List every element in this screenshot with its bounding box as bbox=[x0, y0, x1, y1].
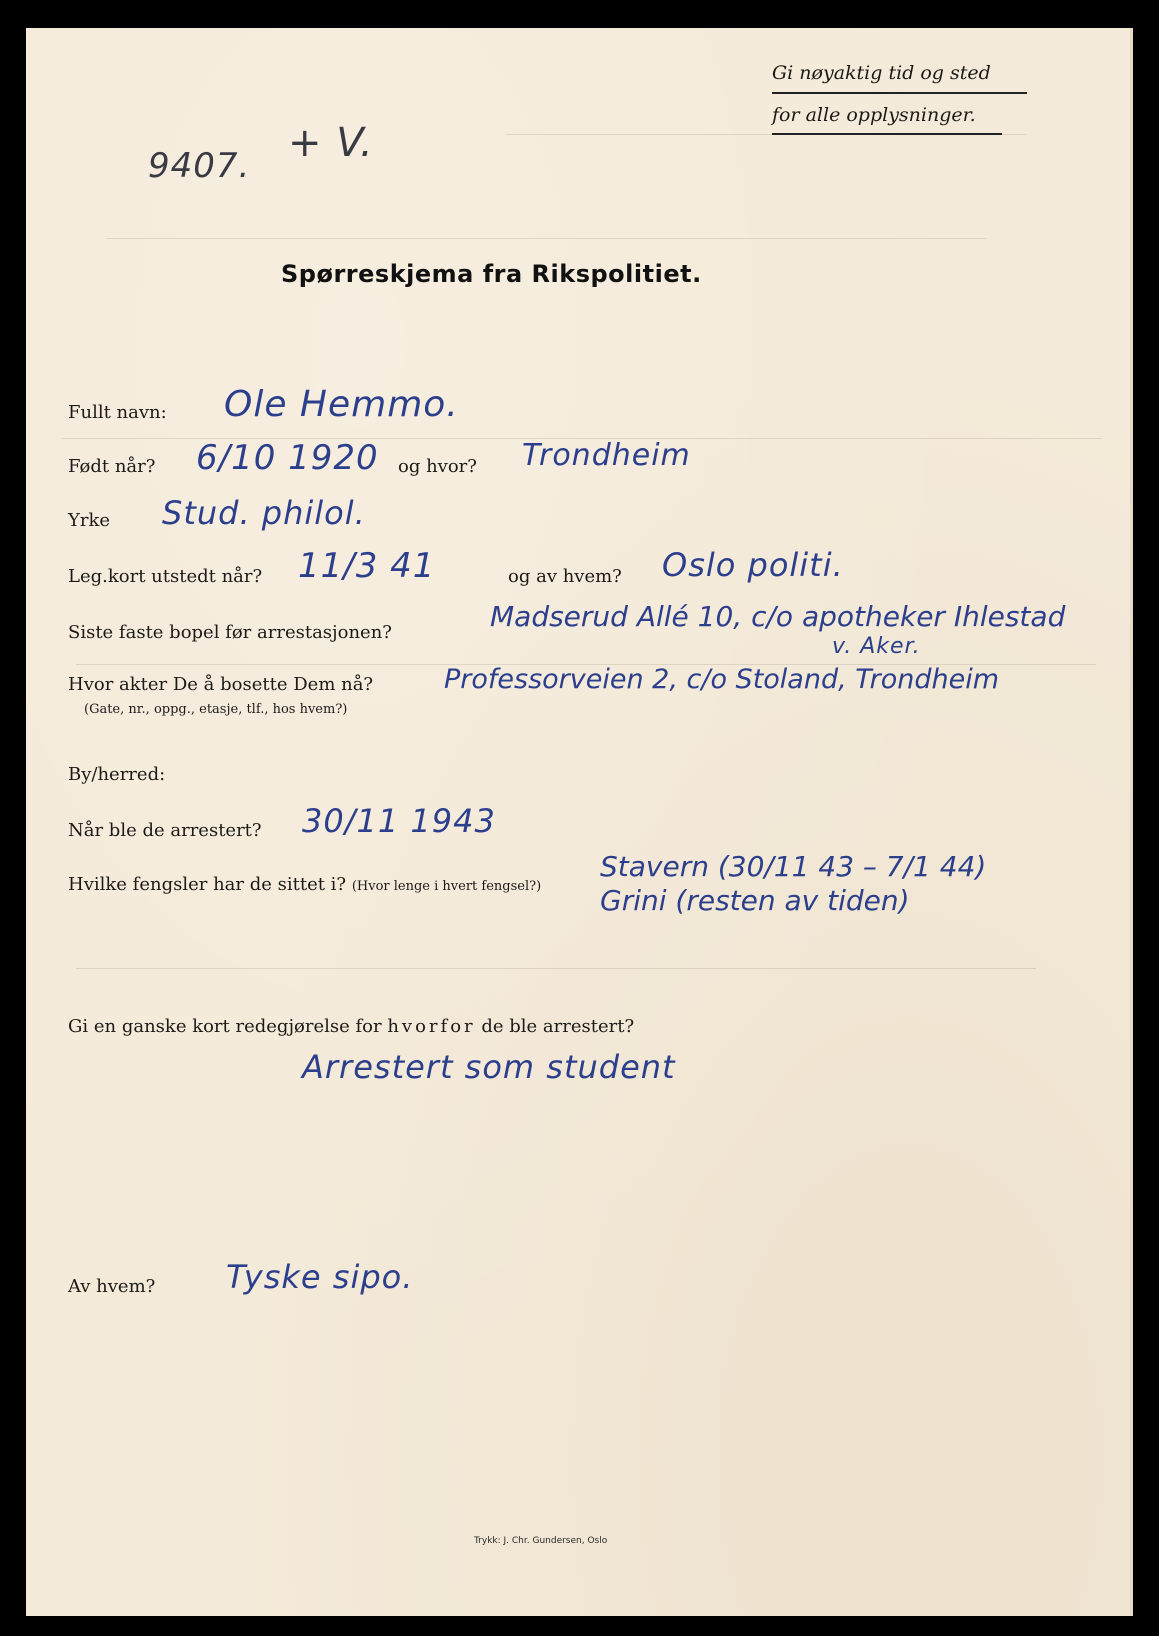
label-reason-emphasis: hvorfor bbox=[387, 1016, 476, 1037]
label-new-address: Hvor akter De å bosette Dem nå? bbox=[68, 674, 374, 695]
value-id-issued-by: Oslo politi. bbox=[662, 546, 844, 584]
label-born-when: Født når? bbox=[68, 456, 156, 477]
label-arrested-when: Når ble de arrestert? bbox=[68, 820, 262, 841]
value-born-when: 6/10 1920 bbox=[196, 438, 379, 478]
value-full-name: Ole Hemmo. bbox=[224, 384, 459, 425]
archive-number: 9407. bbox=[148, 146, 251, 186]
label-prisons-main: Hvilke fengsler har de sittet i? bbox=[68, 874, 347, 895]
value-new-address: Professorveien 2, c/o Stoland, Trondheim bbox=[444, 664, 1000, 695]
label-last-address: Siste faste bopel før arrestasjonen? bbox=[68, 622, 392, 643]
value-born-where: Trondheim bbox=[522, 438, 691, 473]
value-prisons-line2: Grini (resten av tiden) bbox=[600, 884, 910, 917]
questionnaire-page bbox=[26, 28, 1133, 1616]
label-full-name: Fullt navn: bbox=[68, 402, 167, 423]
value-id-issued-when: 11/3 41 bbox=[298, 546, 436, 586]
sublabel-prisons: (Hvor lenge i hvert fengsel?) bbox=[351, 879, 542, 894]
form-title: Spørreskjema fra Rikspolitiet. bbox=[281, 260, 702, 288]
label-id-issued-by: og av hvem? bbox=[508, 566, 622, 587]
bleed-through-line bbox=[76, 968, 1036, 969]
notice-line-1: Gi nøyaktig tid og sted bbox=[772, 62, 991, 84]
notice-line-2: for alle opplysninger. bbox=[772, 104, 976, 126]
label-arrested-by: Av hvem? bbox=[68, 1276, 156, 1297]
label-born-where: og hvor? bbox=[398, 456, 477, 477]
label-id-issued-when: Leg.kort utstedt når? bbox=[68, 566, 263, 587]
label-reason-end: de ble arrestert? bbox=[481, 1016, 635, 1037]
bleed-through-line bbox=[106, 238, 986, 239]
notice-underline-2 bbox=[772, 133, 1002, 135]
sublabel-new-address: (Gate, nr., oppg., etasje, tlf., hos hvem?) bbox=[84, 702, 348, 717]
value-reason: Arrestert som student bbox=[302, 1048, 676, 1086]
value-arrested-when: 30/11 1943 bbox=[302, 802, 496, 840]
value-last-address-line2: v. Aker. bbox=[832, 634, 921, 659]
archive-marks: + V. bbox=[288, 120, 374, 166]
value-prisons-line1: Stavern (30/11 43 – 7/1 44) bbox=[600, 850, 987, 883]
label-prisons bbox=[68, 874, 541, 895]
label-reason-start: Gi en ganske kort redegjørelse for bbox=[68, 1016, 382, 1037]
value-occupation: Stud. philol. bbox=[162, 494, 366, 532]
label-reason bbox=[68, 1016, 634, 1037]
label-occupation: Yrke bbox=[68, 510, 111, 531]
notice-underline-1 bbox=[772, 92, 1027, 94]
label-municipality: By/herred: bbox=[68, 764, 166, 785]
printer-imprint: Trykk: J. Chr. Gundersen, Oslo bbox=[474, 1536, 608, 1546]
value-arrested-by: Tyske sipo. bbox=[226, 1258, 414, 1296]
value-last-address: Madserud Allé 10, c/o apotheker Ihlestad bbox=[490, 600, 1066, 633]
